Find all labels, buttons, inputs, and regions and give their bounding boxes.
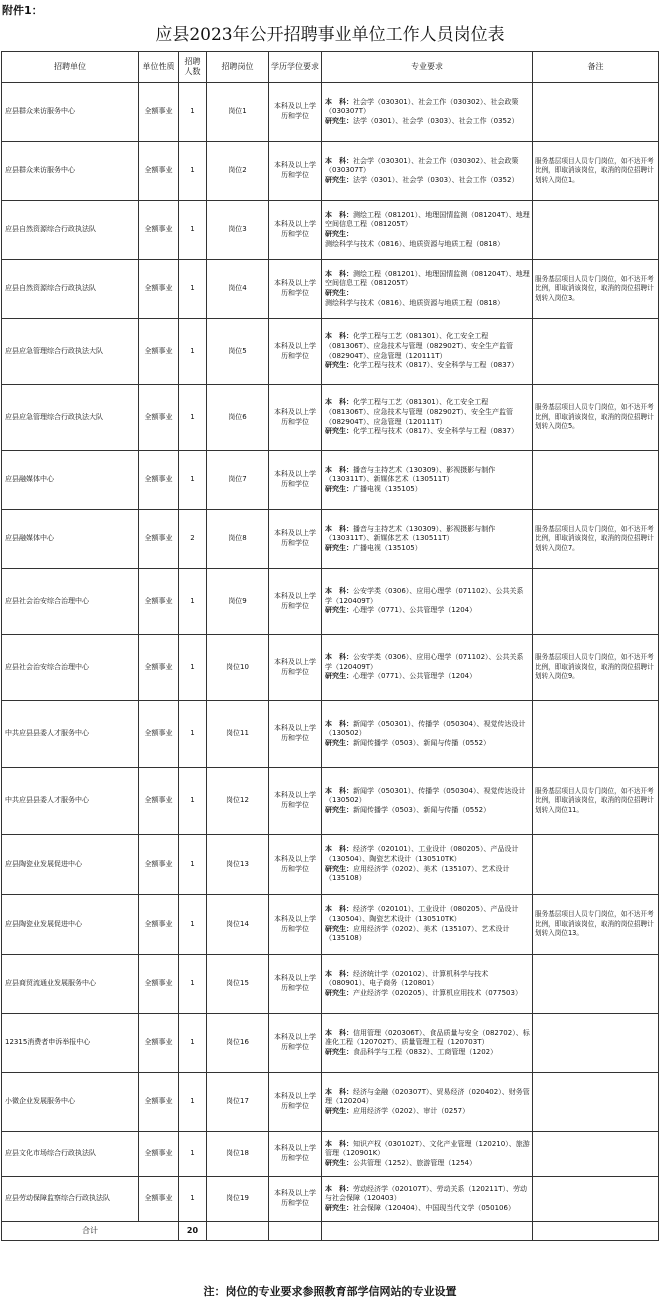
undergrad-majors: 播音与主持艺术（130309）、影视摄影与制作（130311T）、新媒体艺术（130511T） bbox=[325, 465, 496, 484]
nature-cell: 全额事业 bbox=[139, 260, 179, 319]
table-row bbox=[2, 1073, 659, 1132]
total-count: 20 bbox=[179, 1222, 207, 1241]
nature-cell: 全额事业 bbox=[139, 768, 179, 835]
undergrad-label: 本 科： bbox=[325, 465, 353, 474]
note-cell bbox=[533, 701, 659, 768]
undergrad-majors: 公安学类（0306）、应用心理学（071102）、公共关系学（120409T） bbox=[325, 587, 524, 605]
edu-cell: 本科及以上学历和学位 bbox=[269, 1132, 322, 1177]
undergrad-label: 本 科： bbox=[325, 398, 353, 407]
count-cell: 1 bbox=[179, 385, 207, 451]
unit-cell: 应县陶瓷业发展促进中心 bbox=[2, 895, 139, 955]
undergrad-majors: 劳动经济学（020107T）、劳动关系（120211T）、劳动与社会保障（120403） bbox=[325, 1184, 527, 1203]
grad-majors: 应用经济学（0202）、美术（135107）、艺术设计（135108） bbox=[325, 924, 510, 943]
undergrad-label: 本 科： bbox=[325, 269, 353, 278]
note-cell bbox=[533, 835, 659, 895]
undergrad-label: 本 科： bbox=[325, 332, 353, 341]
grad-majors: 新闻传播学（0503）、新闻与传播（0552） bbox=[353, 805, 491, 814]
table-body bbox=[2, 83, 659, 1222]
grad-label: 研究生： bbox=[325, 805, 353, 814]
header-count: 招聘人数 bbox=[179, 52, 207, 83]
edu-cell: 本科及以上学历和学位 bbox=[269, 1073, 322, 1132]
major-cell bbox=[322, 635, 533, 701]
post-cell: 岗位18 bbox=[207, 1132, 269, 1177]
page-title: 应县2023年公开招聘事业单位工作人员岗位表 bbox=[155, 25, 505, 45]
grad-label: 研究生： bbox=[325, 1158, 353, 1167]
total-label: 合计 bbox=[2, 1222, 179, 1241]
table-row bbox=[2, 955, 659, 1014]
post-cell: 岗位16 bbox=[207, 1014, 269, 1073]
count-cell: 1 bbox=[179, 835, 207, 895]
unit-cell: 应县文化市场综合行政执法队 bbox=[2, 1132, 139, 1177]
count-cell: 1 bbox=[179, 569, 207, 635]
note-cell: 服务基层项目人员专门岗位，如不达开考比例，即取消该岗位，取消的岗位招聘计划转入岗位9。 bbox=[533, 635, 659, 701]
note-cell bbox=[533, 569, 659, 635]
post-cell: 岗位5 bbox=[207, 319, 269, 385]
note-cell bbox=[533, 1014, 659, 1073]
nature-cell: 全额事业 bbox=[139, 319, 179, 385]
major-cell bbox=[322, 510, 533, 569]
nature-cell: 全额事业 bbox=[139, 1177, 179, 1222]
grad-majors: 化学工程与技术（0817）、安全科学与工程（0837） bbox=[353, 427, 519, 436]
edu-cell: 本科及以上学历和学位 bbox=[269, 201, 322, 260]
nature-cell: 全额事业 bbox=[139, 142, 179, 201]
undergrad-label: 本 科： bbox=[325, 1028, 353, 1037]
undergrad-label: 本 科： bbox=[325, 1139, 353, 1148]
undergrad-label: 本 科： bbox=[325, 786, 353, 795]
total-row bbox=[2, 1222, 659, 1241]
count-cell: 1 bbox=[179, 319, 207, 385]
grad-label: 研究生： bbox=[325, 427, 353, 436]
count-cell: 1 bbox=[179, 1177, 207, 1222]
unit-cell: 应县自然资源综合行政执法队 bbox=[2, 201, 139, 260]
grad-majors: 心理学（0771）、公共管理学（1204） bbox=[353, 672, 477, 681]
table-row bbox=[2, 1132, 659, 1177]
unit-cell: 中共应县县委人才服务中心 bbox=[2, 701, 139, 768]
grad-label: 研究生： bbox=[325, 484, 353, 493]
note-cell: 服务基层项目人员专门岗位，如不达开考比例，即取消该岗位，取消的岗位招聘计划转入岗位7。 bbox=[533, 510, 659, 569]
major-cell bbox=[322, 260, 533, 319]
edu-cell: 本科及以上学历和学位 bbox=[269, 955, 322, 1014]
grad-majors: 广播电视（135105） bbox=[353, 543, 422, 552]
count-cell: 1 bbox=[179, 635, 207, 701]
nature-cell: 全额事业 bbox=[139, 569, 179, 635]
post-cell: 岗位10 bbox=[207, 635, 269, 701]
grad-label: 研究生： bbox=[325, 864, 353, 873]
post-cell: 岗位19 bbox=[207, 1177, 269, 1222]
count-cell: 1 bbox=[179, 768, 207, 835]
unit-cell: 应县陶瓷业发展促进中心 bbox=[2, 835, 139, 895]
undergrad-majors: 测绘工程（081201）、地理国情监测（081204T）、地理空间信息工程（081205T） bbox=[325, 210, 530, 229]
post-cell: 岗位17 bbox=[207, 1073, 269, 1132]
nature-cell: 全额事业 bbox=[139, 835, 179, 895]
major-cell bbox=[322, 201, 533, 260]
grad-majors: 产业经济学（020205）、计算机应用技术（077503） bbox=[353, 988, 522, 997]
nature-cell: 全额事业 bbox=[139, 451, 179, 510]
undergrad-label: 本 科： bbox=[325, 1087, 353, 1096]
unit-cell: 应县社会治安综合治理中心 bbox=[2, 635, 139, 701]
edu-cell: 本科及以上学历和学位 bbox=[269, 835, 322, 895]
major-cell bbox=[322, 835, 533, 895]
major-cell bbox=[322, 142, 533, 201]
table-row bbox=[2, 83, 659, 142]
undergrad-label: 本 科： bbox=[325, 1184, 353, 1193]
undergrad-majors: 信用管理（020306T）、食品质量与安全（082702）、标准化工程（120702T）、质量管理工程（120703T） bbox=[325, 1028, 530, 1047]
undergrad-majors: 经济统计学（020102）、计算机科学与技术（080901）、电子商务（120801） bbox=[325, 969, 489, 988]
note-cell bbox=[533, 1132, 659, 1177]
table-row bbox=[2, 569, 659, 635]
undergrad-label: 本 科： bbox=[325, 524, 353, 533]
grad-majors: 化学工程与技术（0817）、安全科学与工程（0837） bbox=[353, 361, 519, 370]
post-cell: 岗位4 bbox=[207, 260, 269, 319]
nature-cell: 全额事业 bbox=[139, 83, 179, 142]
unit-cell: 应县自然资源综合行政执法队 bbox=[2, 260, 139, 319]
undergrad-majors: 社会学（030301）、社会工作（030302）、社会政策（030307T） bbox=[325, 97, 519, 116]
major-cell bbox=[322, 701, 533, 768]
nature-cell: 全额事业 bbox=[139, 201, 179, 260]
grad-label: 研究生： bbox=[325, 1106, 353, 1115]
grad-majors: 公共管理（1252）、旅游管理（1254） bbox=[353, 1158, 477, 1167]
undergrad-majors: 新闻学（050301）、传播学（050304）、视觉传达设计（130502） bbox=[325, 786, 526, 805]
count-cell: 1 bbox=[179, 260, 207, 319]
grad-majors: 广播电视（135105） bbox=[353, 484, 422, 493]
edu-cell: 本科及以上学历和学位 bbox=[269, 1177, 322, 1222]
table-row bbox=[2, 201, 659, 260]
undergrad-label: 本 科： bbox=[325, 210, 353, 219]
post-cell: 岗位1 bbox=[207, 83, 269, 142]
grad-label: 研究生： bbox=[325, 672, 353, 681]
grad-majors: 社会保障（120404）、中国现当代文学（050106） bbox=[353, 1203, 515, 1212]
major-cell bbox=[322, 1014, 533, 1073]
note-cell bbox=[533, 451, 659, 510]
table-row bbox=[2, 451, 659, 510]
count-cell: 1 bbox=[179, 201, 207, 260]
nature-cell: 全额事业 bbox=[139, 895, 179, 955]
grad-majors: 新闻传播学（0503）、新闻与传播（0552） bbox=[353, 738, 491, 747]
major-cell bbox=[322, 1073, 533, 1132]
count-cell: 1 bbox=[179, 83, 207, 142]
edu-cell: 本科及以上学历和学位 bbox=[269, 701, 322, 768]
edu-cell: 本科及以上学历和学位 bbox=[269, 768, 322, 835]
note-cell bbox=[533, 955, 659, 1014]
edu-cell: 本科及以上学历和学位 bbox=[269, 895, 322, 955]
edu-cell: 本科及以上学历和学位 bbox=[269, 319, 322, 385]
undergrad-label: 本 科： bbox=[325, 969, 353, 978]
unit-cell: 12315消费者申诉举报中心 bbox=[2, 1014, 139, 1073]
undergrad-label: 本 科： bbox=[325, 719, 353, 728]
undergrad-label: 本 科： bbox=[325, 905, 353, 914]
post-cell: 岗位8 bbox=[207, 510, 269, 569]
header-nature: 单位性质 bbox=[139, 52, 179, 83]
edu-cell: 本科及以上学历和学位 bbox=[269, 635, 322, 701]
undergrad-majors: 公安学类（0306）、应用心理学（071102）、公共关系学（120409T） bbox=[325, 653, 524, 671]
unit-cell: 中共应县县委人才服务中心 bbox=[2, 768, 139, 835]
major-cell bbox=[322, 451, 533, 510]
grad-label: 研究生： bbox=[325, 289, 353, 297]
grad-label: 研究生： bbox=[325, 361, 353, 370]
table-row bbox=[2, 319, 659, 385]
grad-label: 研究生： bbox=[325, 606, 353, 615]
post-cell: 岗位7 bbox=[207, 451, 269, 510]
post-cell: 岗位14 bbox=[207, 895, 269, 955]
post-cell: 岗位11 bbox=[207, 701, 269, 768]
header-post: 招聘岗位 bbox=[207, 52, 269, 83]
undergrad-majors: 化学工程与工艺（081301）、化工安全工程（081306T）、应急技术与管理（082902T）、安全生产监管（082904T）、应急管理（120111T） bbox=[325, 332, 513, 360]
grad-label: 研究生： bbox=[325, 230, 353, 238]
edu-cell: 本科及以上学历和学位 bbox=[269, 385, 322, 451]
grad-label: 研究生： bbox=[325, 1047, 353, 1056]
unit-cell: 应县商贸流通业发展服务中心 bbox=[2, 955, 139, 1014]
major-cell bbox=[322, 83, 533, 142]
header-note: 备注 bbox=[533, 52, 659, 83]
header-edu: 学历学位要求 bbox=[269, 52, 322, 83]
grad-majors: 法学（0301）、社会学（0303）、社会工作（0352） bbox=[353, 175, 519, 184]
table-row bbox=[2, 635, 659, 701]
unit-cell: 应县劳动保障监察综合行政执法队 bbox=[2, 1177, 139, 1222]
grad-label: 研究生： bbox=[325, 738, 353, 747]
grad-majors: 食品科学与工程（0832）、工商管理（1202） bbox=[353, 1047, 498, 1056]
table-row bbox=[2, 142, 659, 201]
post-cell: 岗位6 bbox=[207, 385, 269, 451]
nature-cell: 全额事业 bbox=[139, 701, 179, 768]
edu-cell: 本科及以上学历和学位 bbox=[269, 1014, 322, 1073]
header-major: 专业要求 bbox=[322, 52, 533, 83]
note-cell bbox=[533, 83, 659, 142]
count-cell: 1 bbox=[179, 1073, 207, 1132]
count-cell: 1 bbox=[179, 142, 207, 201]
grad-label: 研究生： bbox=[325, 924, 353, 933]
undergrad-majors: 经济学（020101）、工业设计（080205）、产品设计（130504）、陶瓷艺术设计（130510TK） bbox=[325, 845, 519, 863]
major-cell bbox=[322, 1132, 533, 1177]
nature-cell: 全额事业 bbox=[139, 1132, 179, 1177]
positions-table bbox=[1, 51, 659, 1241]
unit-cell: 应县融媒体中心 bbox=[2, 451, 139, 510]
count-cell: 1 bbox=[179, 955, 207, 1014]
note-cell bbox=[533, 201, 659, 260]
count-cell: 1 bbox=[179, 895, 207, 955]
edu-cell: 本科及以上学历和学位 bbox=[269, 569, 322, 635]
grad-majors: 测绘科学与技术（0816）、地质资源与地质工程（0818） bbox=[325, 298, 505, 307]
grad-majors: 测绘科学与技术（0816）、地质资源与地质工程（0818） bbox=[325, 239, 505, 248]
undergrad-majors: 测绘工程（081201）、地理国情监测（081204T）、地理空间信息工程（081205T） bbox=[325, 269, 530, 288]
post-cell: 岗位15 bbox=[207, 955, 269, 1014]
post-cell: 岗位3 bbox=[207, 201, 269, 260]
undergrad-label: 本 科： bbox=[325, 653, 353, 662]
note-cell: 服务基层项目人员专门岗位，如不达开考比例，即取消该岗位，取消的岗位招聘计划转入岗位3。 bbox=[533, 260, 659, 319]
nature-cell: 全额事业 bbox=[139, 385, 179, 451]
major-cell bbox=[322, 768, 533, 835]
grad-label: 研究生： bbox=[325, 988, 353, 997]
table-row bbox=[2, 385, 659, 451]
major-cell bbox=[322, 955, 533, 1014]
undergrad-label: 本 科： bbox=[325, 156, 353, 165]
grad-majors: 法学（0301）、社会学（0303）、社会工作（0352） bbox=[353, 116, 519, 125]
count-cell: 1 bbox=[179, 451, 207, 510]
table-row bbox=[2, 260, 659, 319]
nature-cell: 全额事业 bbox=[139, 510, 179, 569]
undergrad-majors: 化学工程与工艺（081301）、化工安全工程（081306T）、应急技术与管理（082902T）、安全生产监管（082904T）、应急管理（120111T） bbox=[325, 398, 513, 426]
unit-cell: 应县群众来访服务中心 bbox=[2, 142, 139, 201]
table-row bbox=[2, 510, 659, 569]
unit-cell: 应县应急管理综合行政执法大队 bbox=[2, 319, 139, 385]
note-cell bbox=[533, 1177, 659, 1222]
undergrad-label: 本 科： bbox=[325, 97, 353, 106]
count-cell: 1 bbox=[179, 1132, 207, 1177]
nature-cell: 全额事业 bbox=[139, 635, 179, 701]
note-cell: 服务基层项目人员专门岗位，如不达开考比例，即取消该岗位，取消的岗位招聘计划转入岗位13。 bbox=[533, 895, 659, 955]
post-cell: 岗位13 bbox=[207, 835, 269, 895]
undergrad-majors: 知识产权（030102T）、文化产业管理（120210）、旅游管理（120901K） bbox=[325, 1139, 530, 1158]
edu-cell: 本科及以上学历和学位 bbox=[269, 142, 322, 201]
grad-label: 研究生： bbox=[325, 543, 353, 552]
header-row bbox=[2, 52, 659, 83]
table-row bbox=[2, 1014, 659, 1073]
count-cell: 1 bbox=[179, 701, 207, 768]
grad-majors: 应用经济学（0202）、美术（135107）、艺术设计（135108） bbox=[325, 864, 510, 883]
unit-cell: 小微企业发展服务中心 bbox=[2, 1073, 139, 1132]
edu-cell: 本科及以上学历和学位 bbox=[269, 83, 322, 142]
major-cell bbox=[322, 319, 533, 385]
nature-cell: 全额事业 bbox=[139, 1014, 179, 1073]
major-cell bbox=[322, 1177, 533, 1222]
note-cell: 服务基层项目人员专门岗位，如不达开考比例，即取消该岗位，取消的岗位招聘计划转入岗位1。 bbox=[533, 142, 659, 201]
edu-cell: 本科及以上学历和学位 bbox=[269, 451, 322, 510]
nature-cell: 全额事业 bbox=[139, 1073, 179, 1132]
major-cell bbox=[322, 385, 533, 451]
grad-label: 研究生： bbox=[325, 175, 353, 184]
table-row bbox=[2, 701, 659, 768]
edu-cell: 本科及以上学历和学位 bbox=[269, 510, 322, 569]
undergrad-majors: 经济与金融（020307T）、贸易经济（020402）、财务管理（120204） bbox=[325, 1087, 530, 1106]
note-cell bbox=[533, 1073, 659, 1132]
unit-cell: 应县应急管理综合行政执法大队 bbox=[2, 385, 139, 451]
post-cell: 岗位9 bbox=[207, 569, 269, 635]
grad-majors: 心理学（0771）、公共管理学（1204） bbox=[353, 606, 477, 615]
grad-label: 研究生： bbox=[325, 116, 353, 125]
undergrad-label: 本 科： bbox=[325, 587, 353, 596]
undergrad-majors: 经济学（020101）、工业设计（080205）、产品设计（130504）、陶瓷艺术设计（130510TK） bbox=[325, 905, 519, 923]
note-cell: 服务基层项目人员专门岗位，如不达开考比例，即取消该岗位，取消的岗位招聘计划转入岗位5。 bbox=[533, 385, 659, 451]
undergrad-label: 本 科： bbox=[325, 845, 353, 854]
table-row bbox=[2, 768, 659, 835]
major-cell bbox=[322, 569, 533, 635]
count-cell: 1 bbox=[179, 1014, 207, 1073]
table-row bbox=[2, 1177, 659, 1222]
attachment-label: 附件1： bbox=[2, 4, 43, 17]
note-cell bbox=[533, 319, 659, 385]
count-cell: 2 bbox=[179, 510, 207, 569]
grad-majors: 应用经济学（0202）、审计（0257） bbox=[353, 1106, 470, 1115]
edu-cell: 本科及以上学历和学位 bbox=[269, 260, 322, 319]
header-unit: 招聘单位 bbox=[2, 52, 139, 83]
footer-note: 注：岗位的专业要求参照教育部学信网站的专业设置 bbox=[203, 1285, 457, 1298]
post-cell: 岗位2 bbox=[207, 142, 269, 201]
grad-label: 研究生： bbox=[325, 1203, 353, 1212]
note-cell: 服务基层项目人员专门岗位，如不达开考比例，即取消该岗位，取消的岗位招聘计划转入岗位11。 bbox=[533, 768, 659, 835]
table-row bbox=[2, 835, 659, 895]
table-row bbox=[2, 895, 659, 955]
major-cell bbox=[322, 895, 533, 955]
undergrad-majors: 社会学（030301）、社会工作（030302）、社会政策（030307T） bbox=[325, 156, 519, 175]
unit-cell: 应县社会治安综合治理中心 bbox=[2, 569, 139, 635]
undergrad-majors: 播音与主持艺术（130309）、影视摄影与制作（130311T）、新媒体艺术（130511T） bbox=[325, 524, 496, 543]
unit-cell: 应县融媒体中心 bbox=[2, 510, 139, 569]
undergrad-majors: 新闻学（050301）、传播学（050304）、视觉传达设计（130502） bbox=[325, 719, 526, 738]
nature-cell: 全额事业 bbox=[139, 955, 179, 1014]
unit-cell: 应县群众来访服务中心 bbox=[2, 83, 139, 142]
post-cell: 岗位12 bbox=[207, 768, 269, 835]
